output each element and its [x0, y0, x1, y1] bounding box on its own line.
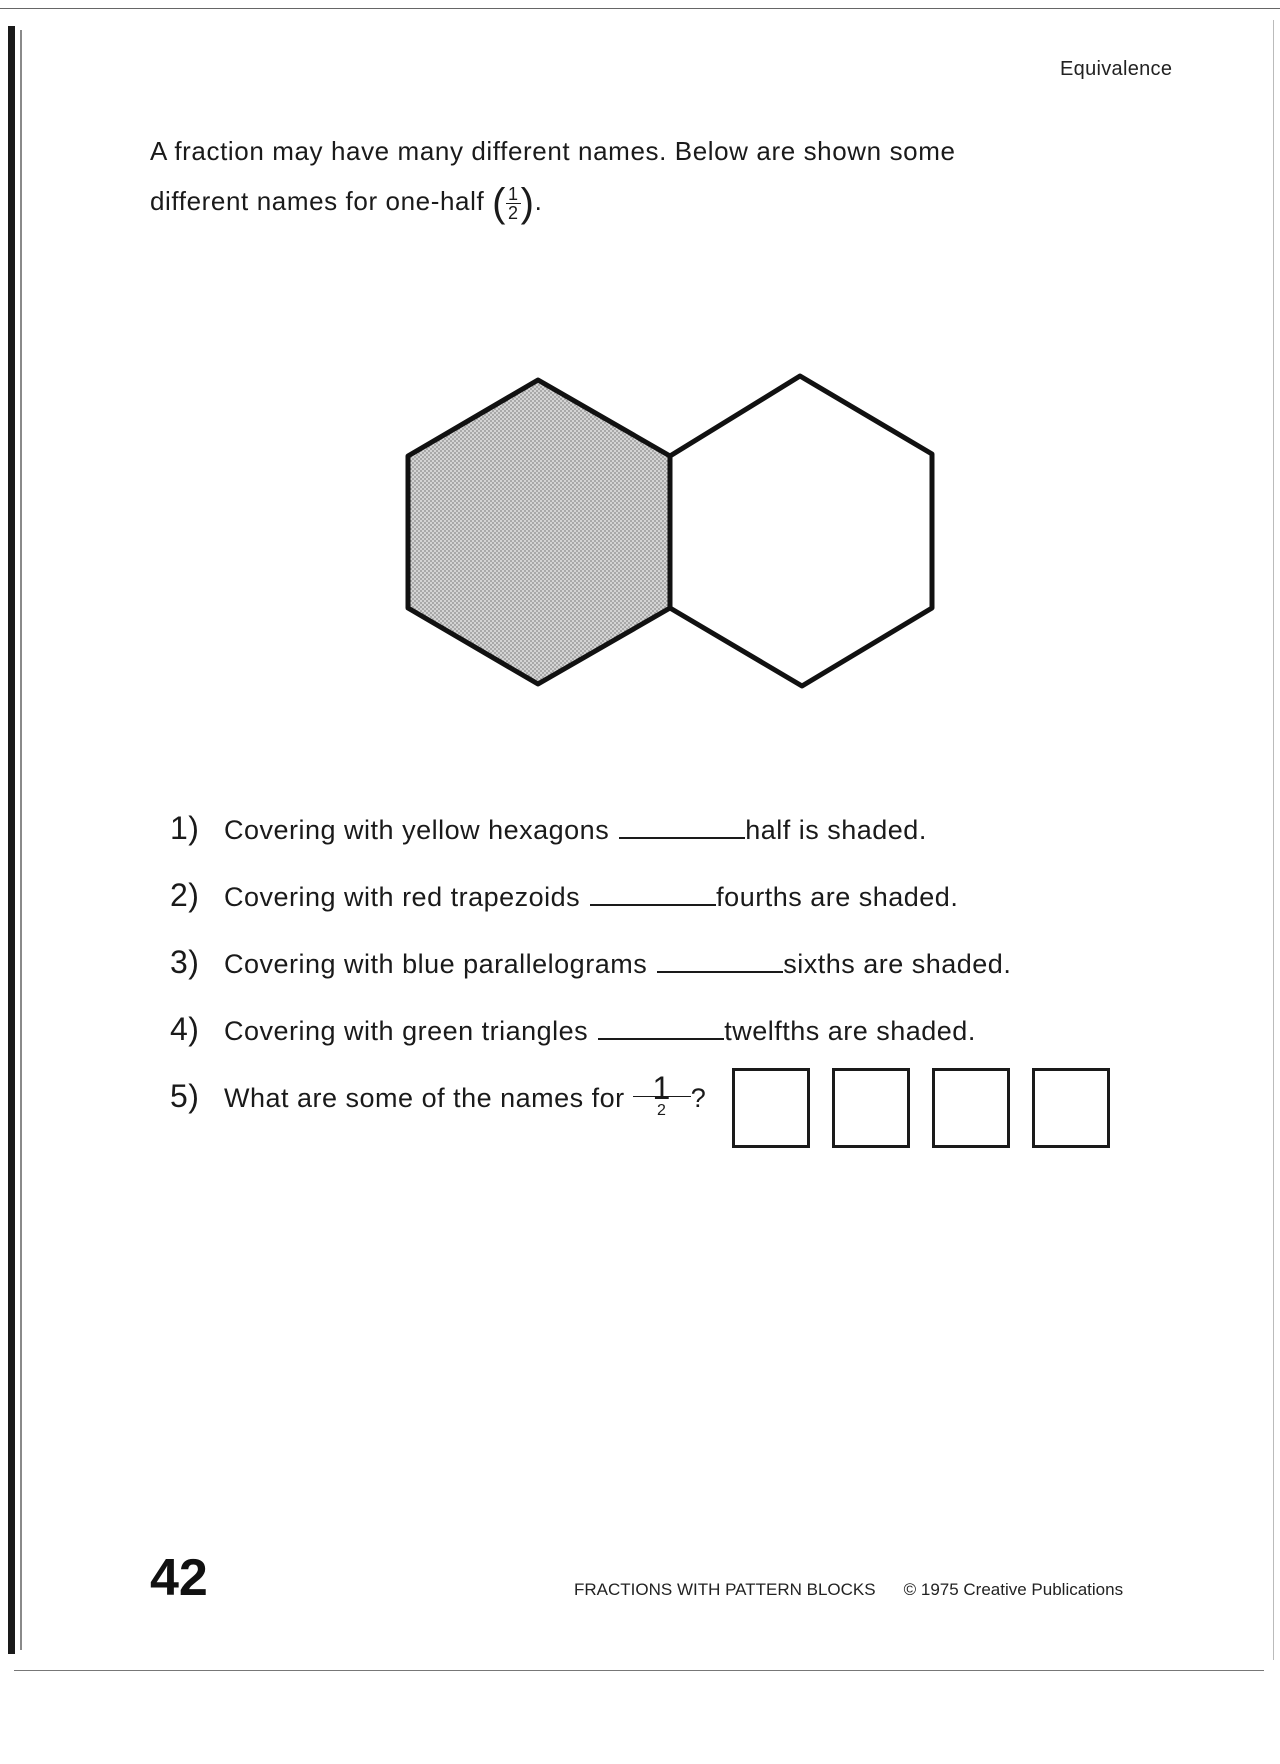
- question-5-fraction: [633, 1070, 691, 1120]
- copyright: © 1975 Creative Publications: [903, 1580, 1124, 1599]
- question-2-prompt: Covering with red trapezoids: [224, 882, 581, 912]
- footer: [574, 1580, 1123, 1600]
- answer-box-2[interactable]: [832, 1068, 910, 1148]
- scan-top-line: [0, 8, 1280, 9]
- binding-edge-inner: [20, 30, 22, 1650]
- answer-blank-2[interactable]: [590, 900, 716, 906]
- question-4-prompt: Covering with green triangles: [224, 1016, 589, 1046]
- question-4-suffix: twelfths are shaded.: [724, 1016, 976, 1046]
- answer-blank-4[interactable]: [598, 1034, 724, 1040]
- close-paren: ): [520, 181, 535, 226]
- scan-bottom-line: [14, 1670, 1264, 1671]
- question-5-denominator: 2: [657, 1102, 667, 1120]
- fraction-numerator: 1: [508, 183, 519, 204]
- intro-line-2-text: different names for one-half: [150, 186, 485, 216]
- intro-line-1: A fraction may have many different names. Below are shown some: [150, 136, 956, 166]
- intro-line-2: [150, 176, 1110, 228]
- question-3-suffix: sixths are shaded.: [783, 949, 1012, 979]
- unshaded-hexagon: [670, 376, 932, 686]
- answer-blank-1[interactable]: [619, 833, 745, 839]
- question-3-prompt: Covering with blue parallelograms: [224, 949, 648, 979]
- binding-edge: [8, 26, 15, 1654]
- question-4-number: 4): [170, 1011, 200, 1047]
- answer-box-3[interactable]: [932, 1068, 1010, 1148]
- question-1-prompt: Covering with yellow hexagons: [224, 815, 610, 845]
- shaded-hexagon: [408, 380, 670, 684]
- question-1: [170, 810, 927, 847]
- answer-box-1[interactable]: [732, 1068, 810, 1148]
- question-2: [170, 877, 958, 914]
- open-paren: (: [492, 181, 507, 226]
- intro-period: .: [534, 186, 543, 216]
- question-2-number: 2): [170, 877, 200, 913]
- question-5-number: 5): [170, 1078, 200, 1114]
- question-3-number: 3): [170, 944, 200, 980]
- intro-paragraph: [150, 126, 1110, 228]
- topic-heading: Equivalence: [1060, 58, 1173, 80]
- question-1-number: 1): [170, 810, 200, 846]
- page-number: 42: [150, 1549, 208, 1607]
- question-4: [170, 1011, 976, 1048]
- question-5-prompt: What are some of the names for: [224, 1083, 625, 1113]
- one-half-fraction: [506, 185, 521, 222]
- question-2-suffix: fourths are shaded.: [716, 882, 959, 912]
- question-5-suffix: ?: [690, 1083, 707, 1113]
- hexagon-figure: [390, 360, 970, 700]
- book-title: FRACTIONS WITH PATTERN BLOCKS: [574, 1580, 876, 1599]
- question-3: [170, 944, 1011, 981]
- answer-blank-3[interactable]: [657, 967, 783, 973]
- question-5-numerator: 1: [633, 1080, 691, 1097]
- question-1-suffix: half is shaded.: [745, 815, 927, 845]
- question-5: [170, 1070, 707, 1120]
- page-right-edge: [1273, 20, 1274, 1660]
- answer-box-4[interactable]: [1032, 1068, 1110, 1148]
- fraction-denominator: 2: [508, 202, 519, 223]
